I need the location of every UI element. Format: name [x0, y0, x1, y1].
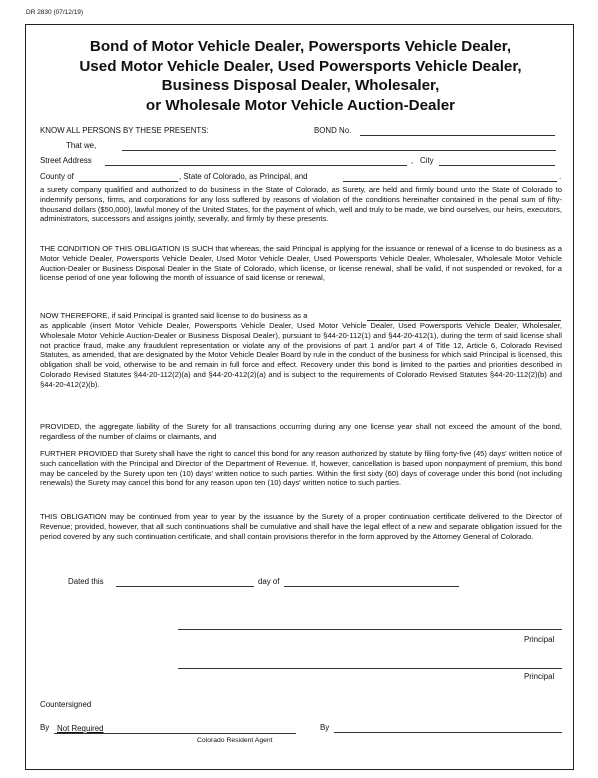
dated-this-label: Dated this: [68, 577, 104, 586]
by-label-surety: By: [320, 723, 330, 732]
now-therefore-lead: NOW THEREFORE, if said Principal is granted said license to do business as a: [40, 311, 308, 320]
obligation-paragraph: THIS OBLIGATION may be continued from year to year by the issuance by the Surety of a proper continuation certificate delivered to the Director of Revenue; provided, however, that all such continuations shall be cumulative and shall have the legal effect of a new and separate obligation issued for the period covered by any such continuation certificate, and shall contain provisions therefor in the form approved by the Attorney General of Colorado.: [40, 512, 562, 541]
dated-month-field[interactable]: [284, 586, 459, 587]
city-field[interactable]: [439, 165, 555, 166]
county-state-text: , State of Colorado, as Principal, and: [179, 172, 308, 181]
now-therefore-paragraph: as applicable (insert Motor Vehicle Dealer, Powersports Vehicle Dealer, Used Motor Vehicle Dealer, Used Powersports Vehicle Dealer, Wholesaler, Wholesale Motor Vehicle Auction-Dealer or Business Disposal Dealer), pursuant to §44-20-112(1) and §44-20-412(1), during the term of said license shall not practice fraud, make any fraudulent representation or violate any of the provisions of part 1 and/or part 4 of Title 12, Article 6, Colorado Revised Statutes, as amended, that are designated by the Motor Vehicle Dealer Board by rule in the conduct of the business for which said Principal is licensed, this obligation shall be void, otherwise to be and remain in full force and effect. Recovery under this bond is limited to the parties and priorities described in Colorado Revised Statutes §44-20-112(2)(a) and §44-20-412(2)(a) and is subject to the requirements of Colorado Revised Statutes §44-20-112(2)(b) and §44-20-412(2)(b).: [40, 321, 562, 389]
street-address-field[interactable]: [105, 165, 407, 166]
not-required-text: Not Required: [57, 724, 104, 733]
county-period: .: [559, 172, 562, 181]
dated-day-field[interactable]: [116, 586, 254, 587]
surety-paragraph: a surety company qualified and authorized to do business in the State of Colorado, as Surety, are held and firmly bound unto the State of Colorado to indemnify persons, firms, and corporations for any loss suffered by reasons of violation of the conditions hereinafter contained in the penal sum of fifty-thousand dollars ($50,000), lawful money of the United States, for the payment of which, well and truly to be made, we bind ourselves, our heirs, executors, administrators, successors and assigns jointly, severally, and firmly by these presents.: [40, 185, 562, 224]
surety-signature-line[interactable]: [334, 732, 562, 733]
county-label: County of: [40, 172, 74, 181]
street-comma: ,: [411, 156, 414, 165]
title-line-1: Bond of Motor Vehicle Dealer, Powersports Vehicle Dealer,: [89, 38, 512, 55]
title-line-2: Used Motor Vehicle Dealer, Used Powersports Vehicle Dealer,: [79, 57, 522, 75]
day-of-label: day of: [258, 577, 280, 586]
title-line-4: or Wholesale Motor Vehicle Auction-Dealer: [145, 96, 456, 114]
further-provided-paragraph: FURTHER PROVIDED that Surety shall have the right to cancel this bond for any reason authorized by statute by filing forty-five (45) days' written notice of such cancellation with the Principal and Director of the Department of Revenue. If, however, cancellation is based upon nonpayment of premium, this bond may be canceled by the Surety upon ten (10) days' written notice to such parties. Within the first sixty (60) days of coverage under this bond (not including renewals) the Surety may cancel this bond for any reason upon ten (10) days' written notice to such parties.: [40, 449, 562, 488]
form-code: DR 2830 (07/12/19): [26, 9, 84, 16]
city-label: City: [420, 156, 434, 165]
bond-no-field[interactable]: [360, 135, 555, 136]
county-field[interactable]: [79, 181, 178, 182]
street-address-label: Street Address: [40, 156, 92, 165]
by-label-agent: By: [40, 723, 50, 732]
countersigned-label: Countersigned: [40, 700, 92, 709]
principal-signature-line-1[interactable]: [178, 629, 562, 630]
principal-label-1: Principal: [524, 635, 555, 644]
title-line-3: Business Disposal Dealer, Wholesaler,: [161, 77, 440, 94]
provided-paragraph: PROVIDED, the aggregate liability of the Surety for all transactions occurring during any one license year shall not exceed the amount of the bond, regardless of the number of claims or claimants, and: [40, 422, 562, 441]
that-we-label: That we,: [66, 141, 97, 150]
bond-no-label: BOND No.: [314, 126, 352, 135]
agent-signature-line[interactable]: [54, 733, 296, 734]
know-all-label: KNOW ALL PERSONS BY THESE PRESENTS:: [40, 126, 209, 135]
principal-label-2: Principal: [524, 672, 555, 681]
form-title: [26, 37, 575, 115]
surety-name-field[interactable]: [343, 181, 557, 182]
principal-name-field[interactable]: [122, 150, 556, 151]
principal-signature-line-2[interactable]: [178, 668, 562, 669]
resident-agent-label: Colorado Resident Agent: [197, 737, 273, 744]
bond-form: [25, 24, 574, 770]
condition-paragraph: THE CONDITION OF THIS OBLIGATION IS SUCH that whereas, the said Principal is applying for the issuance or renewal of a license to do business as a Motor Vehicle Dealer, Powersports Vehicle Dealer, Used Motor Vehicle Dealer, Used Powersports Vehicle Dealer, Wholesaler, Wholesale Motor Vehicle Auction-Dealer or Business Disposal Dealer in the State of Colorado, which license, or license renewal, shall be valid, if not suspended or revoked, for a license period of one year following the month of issuance of said license or renewal,: [40, 244, 562, 283]
